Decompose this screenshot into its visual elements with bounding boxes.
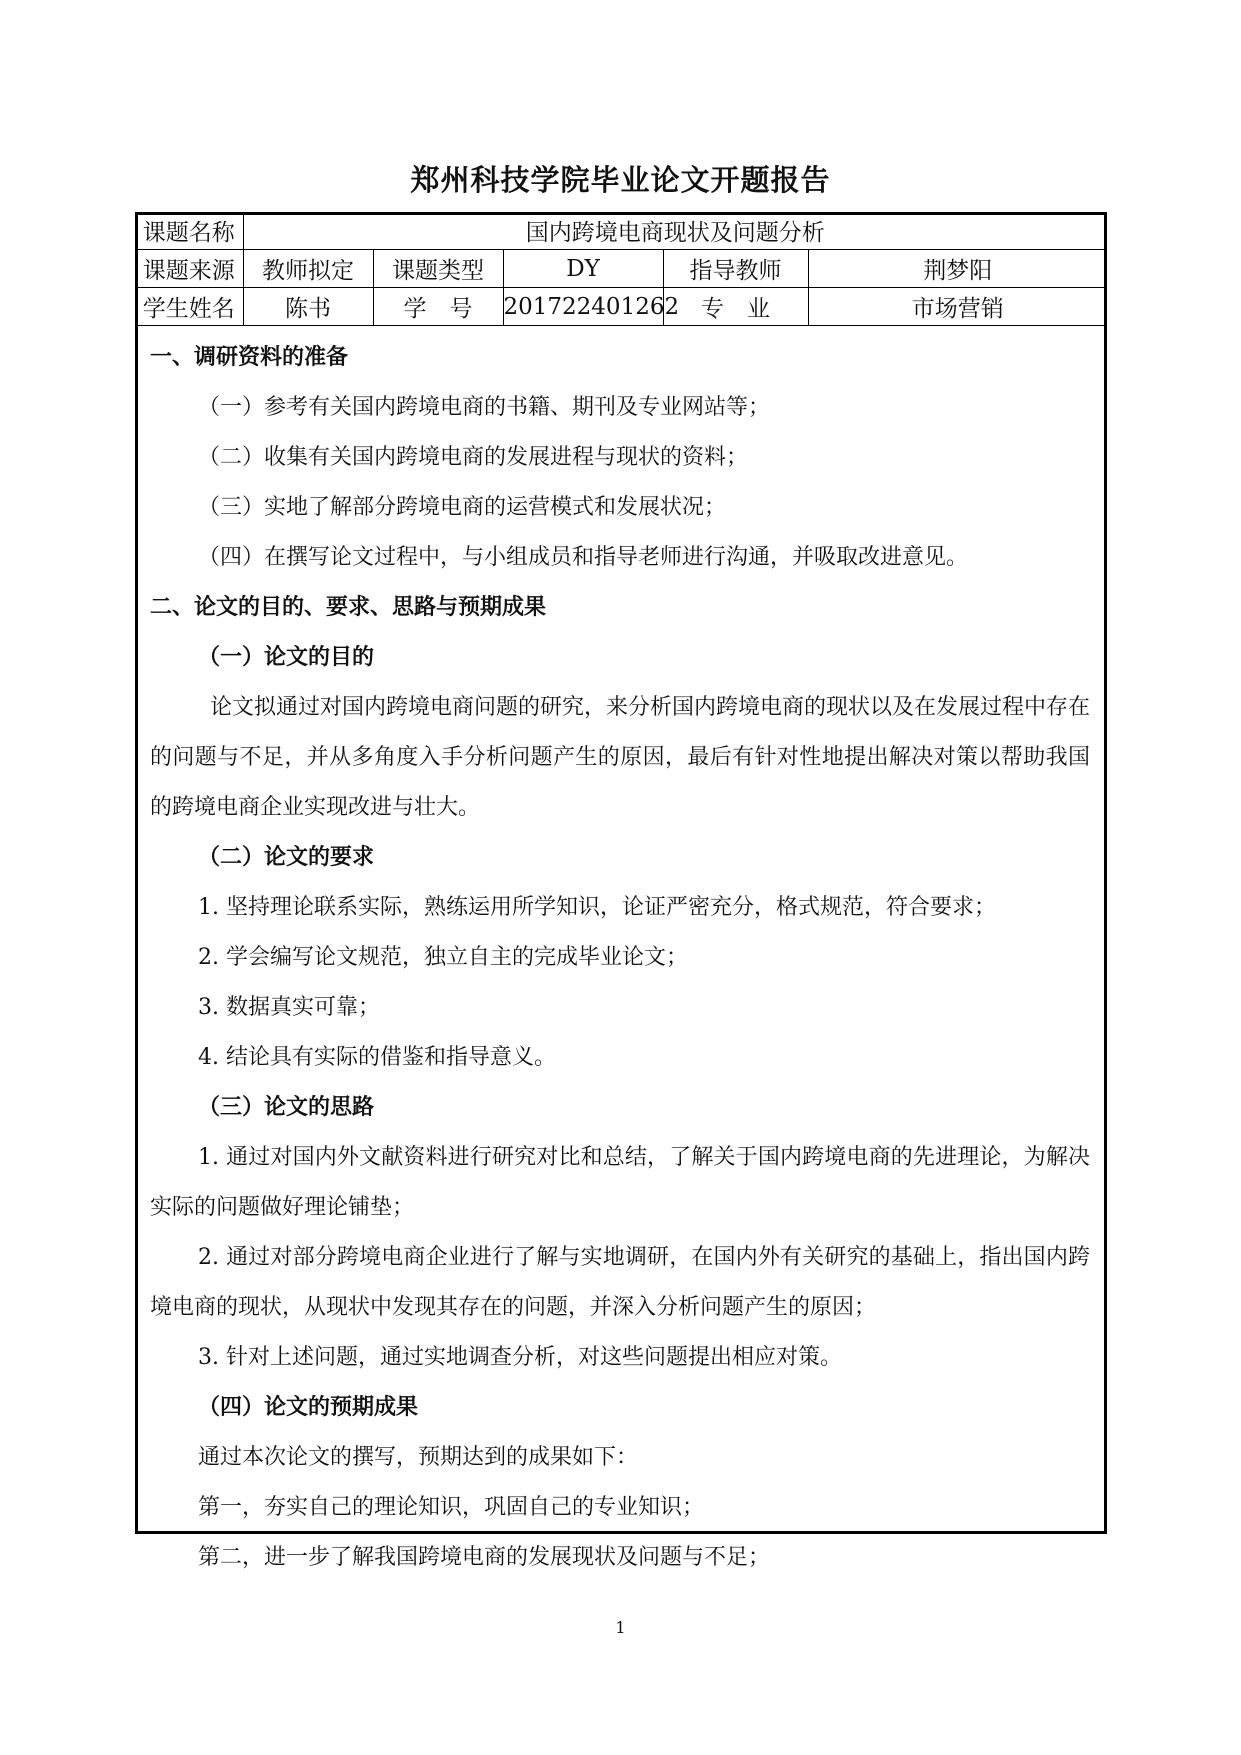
student-label: 学生姓名 — [135, 288, 243, 326]
topic-name-value: 国内跨境电商现状及问题分析 — [243, 212, 1107, 250]
list-item: 3. 数据真实可靠； — [198, 995, 380, 1020]
approach-paragraph: 2. 通过对部分跨境电商企业进行了解与实地调研，在国内外有关研究的基础上，指出国内跨境电商的现状，从现状中发现其存在的问题，并深入分析问题产生的原因； — [150, 1245, 1090, 1320]
subheading-outcomes: （四）论文的预期成果 — [198, 1395, 419, 1420]
list-item: （一）参考有关国内跨境电商的书籍、期刊及专业网站等； — [198, 395, 771, 420]
student-value: 陈书 — [243, 288, 373, 326]
page-number: 1 — [615, 1618, 626, 1637]
major-label: 专 业 — [663, 288, 808, 326]
source-value: 教师拟定 — [243, 250, 373, 288]
page-title: 郑州科技学院毕业论文开题报告 — [410, 163, 831, 197]
list-item: 第一，夯实自己的理论知识，巩固自己的专业知识； — [198, 1495, 705, 1520]
student-id-value: 201722401262 — [503, 288, 663, 326]
subheading-approach: （三）论文的思路 — [198, 1095, 375, 1120]
report-body — [138, 333, 1104, 1570]
list-item: （三）实地了解部分跨境电商的运营模式和发展状况； — [198, 495, 727, 520]
type-value: DY — [503, 250, 663, 288]
section-heading-research: 一、调研资料的准备 — [150, 345, 349, 370]
table-row — [135, 250, 1107, 288]
type-label: 课题类型 — [373, 250, 503, 288]
source-label: 课题来源 — [135, 250, 243, 288]
advisor-value: 荆梦阳 — [808, 250, 1107, 288]
approach-paragraph: 1. 通过对国内外文献资料进行研究对比和总结，了解关于国内跨境电商的先进理论，为解决实际的问题做好理论铺垫； — [150, 1145, 1090, 1220]
list-item: 第二，进一步了解我国跨境电商的发展现状及问题与不足； — [198, 1545, 771, 1570]
section-heading-goals: 二、论文的目的、要求、思路与预期成果 — [150, 595, 547, 620]
subheading-purpose: （一）论文的目的 — [198, 645, 375, 670]
list-item: 3. 针对上述问题，通过实地调查分析，对这些问题提出相应对策。 — [198, 1345, 842, 1370]
list-item: 2. 学会编写论文规范，独立自主的完成毕业论文； — [198, 945, 688, 970]
subheading-requirements: （二）论文的要求 — [198, 845, 375, 870]
table-row — [135, 288, 1107, 326]
info-table — [135, 212, 1107, 326]
list-item: 通过本次论文的撰写，预期达到的成果如下： — [198, 1445, 639, 1470]
advisor-label: 指导教师 — [663, 250, 808, 288]
table-row — [135, 212, 1107, 250]
list-item: （四）在撰写论文过程中，与小组成员和指导老师进行沟通，并吸取改进意见。 — [198, 545, 969, 570]
student-id-label: 学 号 — [373, 288, 503, 326]
major-value: 市场营销 — [808, 288, 1107, 326]
list-item: （二）收集有关国内跨境电商的发展进程与现状的资料； — [198, 445, 749, 470]
topic-name-label: 课题名称 — [135, 212, 243, 250]
list-item: 1. 坚持理论联系实际，熟练运用所学知识，论证严密充分，格式规范，符合要求； — [198, 895, 996, 920]
list-item: 4. 结论具有实际的借鉴和指导意义。 — [198, 1045, 556, 1070]
purpose-paragraph: 论文拟通过对国内跨境电商问题的研究，来分析国内跨境电商的现状以及在发展过程中存在的问题与不足，并从多角度入手分析问题产生的原因，最后有针对性地提出解决对策以帮助我国的跨境电商企业实现改进与壮大。 — [150, 695, 1091, 820]
